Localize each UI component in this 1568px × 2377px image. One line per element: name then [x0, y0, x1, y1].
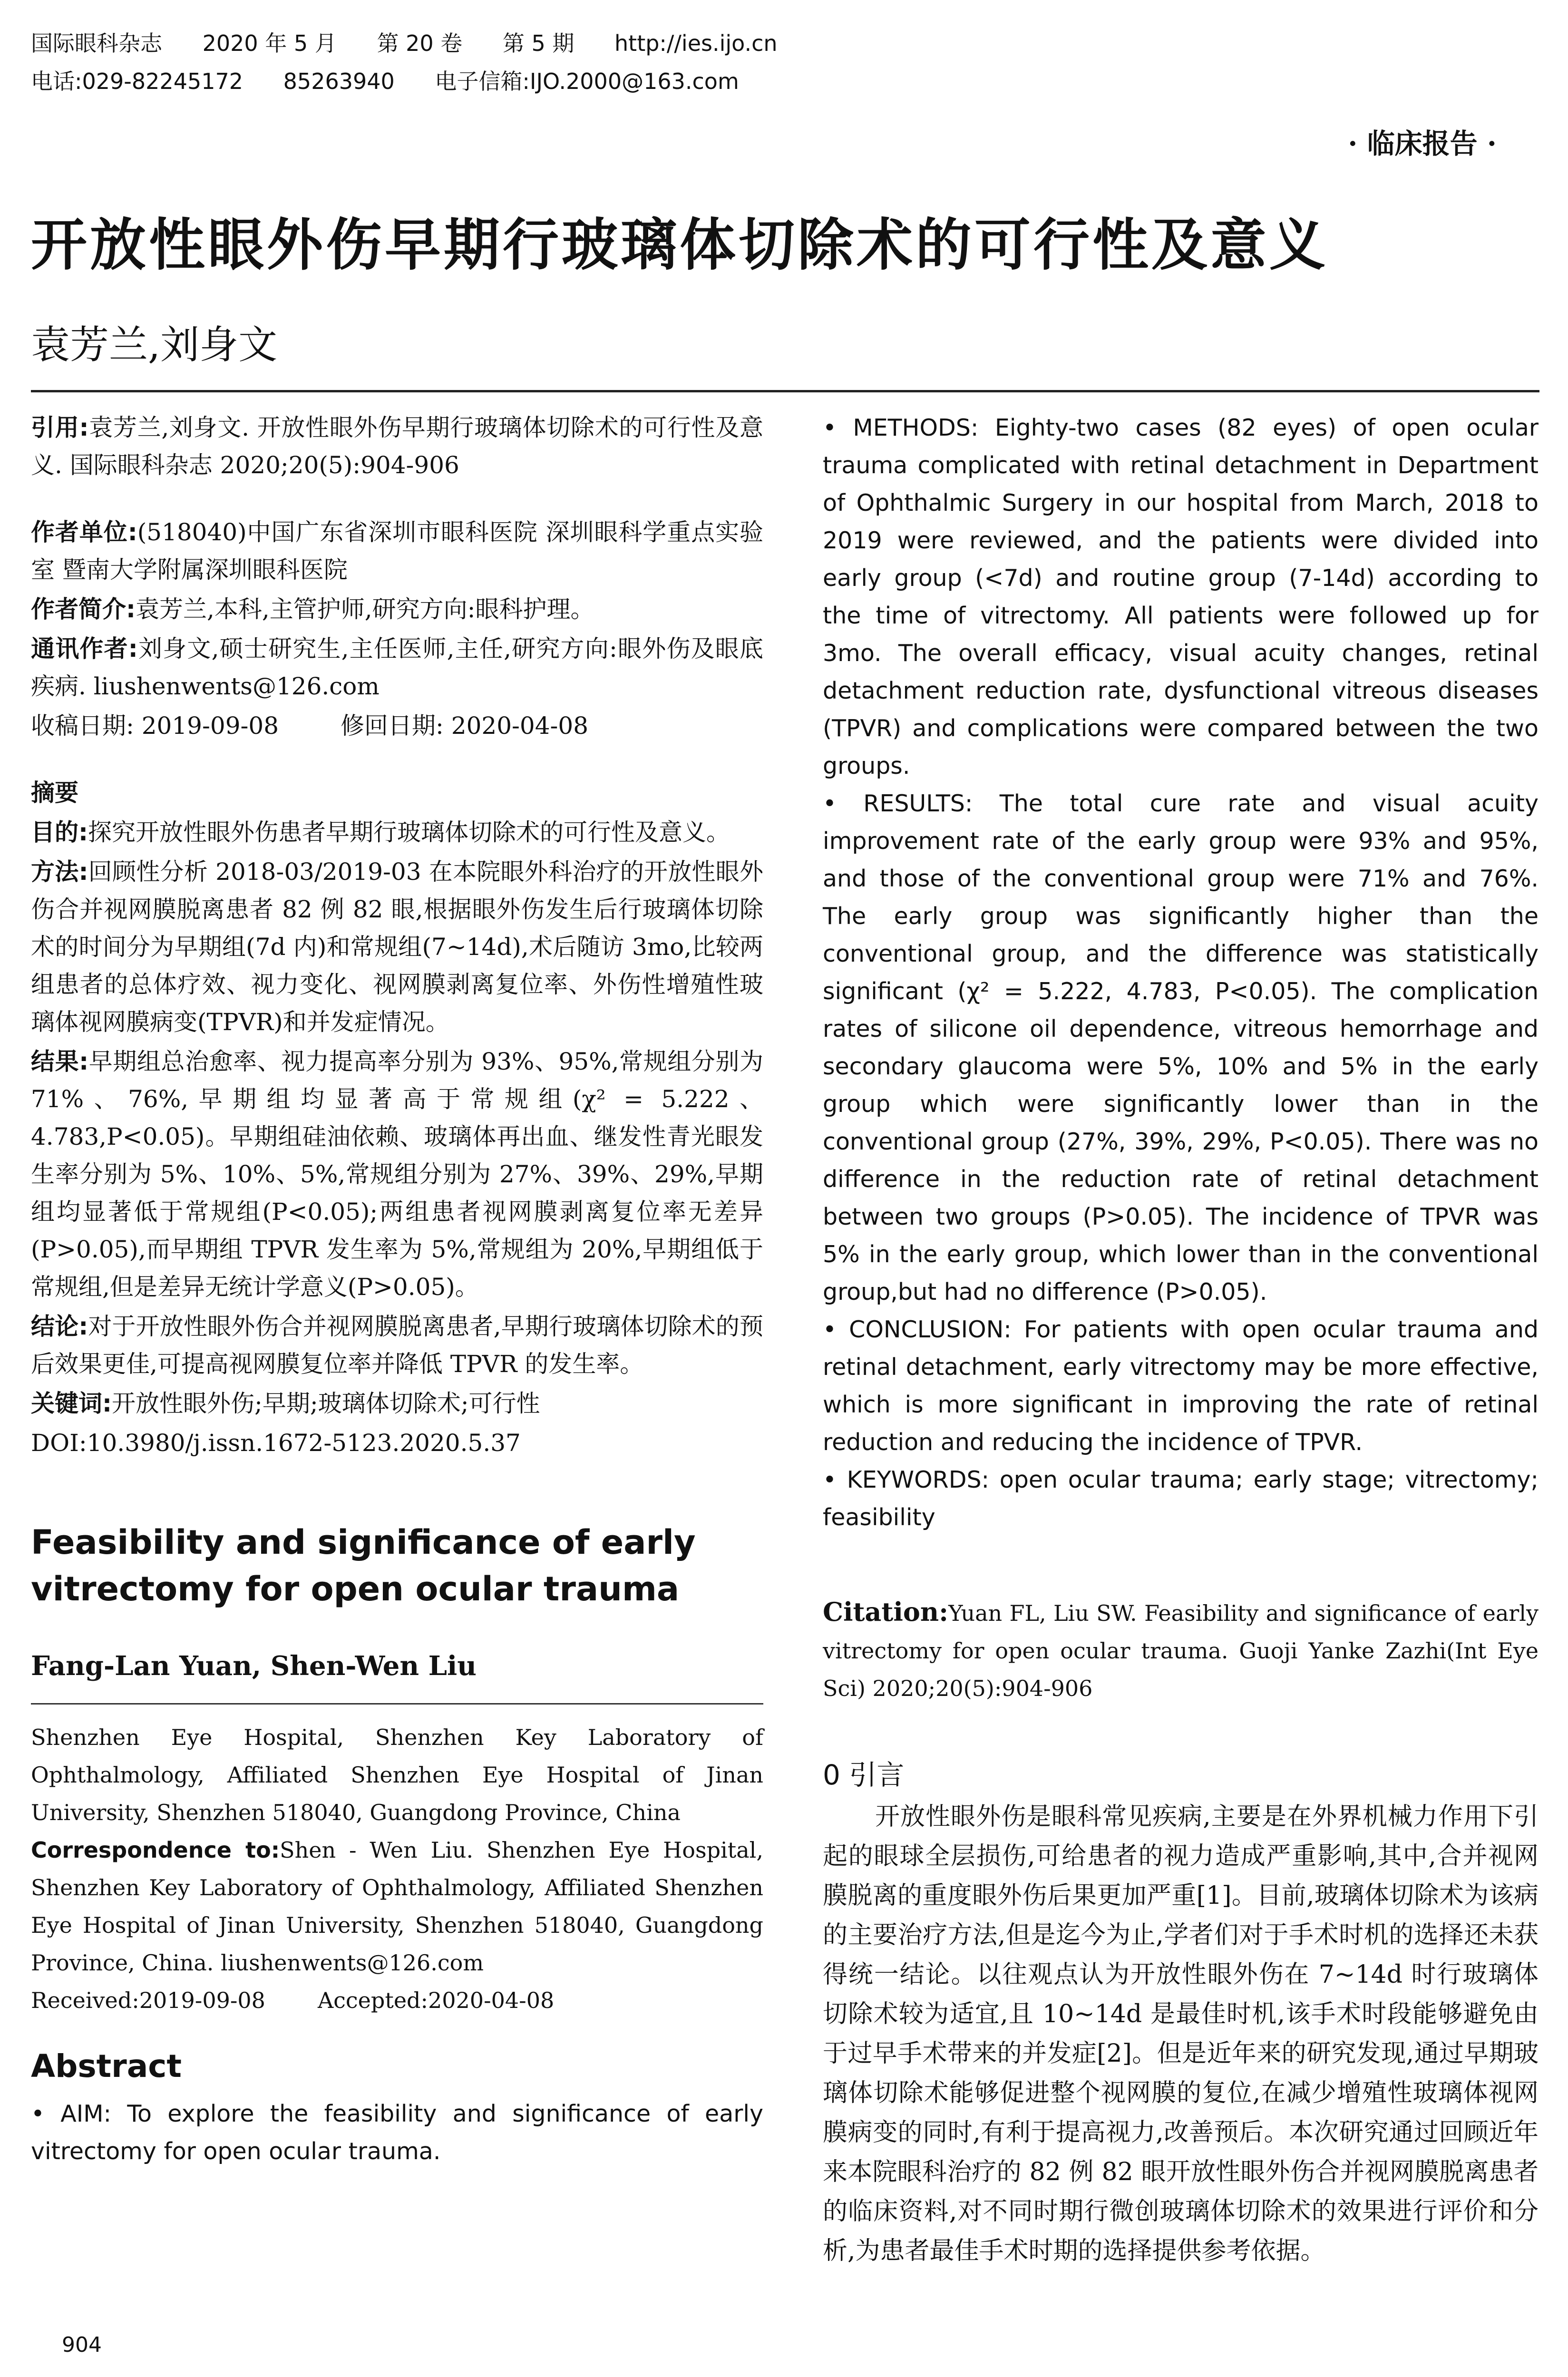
english-title: Feasibility and significance of early vitrectomy for open ocular trauma — [31, 1523, 696, 1608]
phone-2: 85263940 — [283, 68, 395, 94]
intro-body: 开放性眼外伤是眼科常见疾病,主要是在外界机械力作用下引起的眼球全层损伤,可给患者的视力造成严重影响,其中,合并视网膜脱离的重度眼外伤后果更加严重[1]。目前,玻璃体切除术为该病的主要治疗方法,但是迄今为止,学者们对于手术时机的选择还未获得统一结论。以往观点认为开放性眼外伤在 7~14d 时行玻璃体切除术较为适宜,且 10~14d 是最佳时机,该手术时段能够避免由于过早手术带来的并发症[2]。但是近年来的研究发现,通过早期玻璃体切除术能够促进整个视网膜的复位,在减少增殖性玻璃体视网膜病变的同时,有利于提高视力,改善预后。本次研究通过回顾近年来本院眼科治疗的 82 例 82 眼开放性眼外伤合并视网膜脱离患者的临床资料,对不同时期行微创玻璃体切除术的效果进行评价和分析,为患者最佳手术时期的选择提供参考依据。 — [823, 1802, 1539, 2265]
citation-en: Citation:Yuan FL, Liu SW. Feasibility and significance of early vitrectomy for open ocular trauma. Guoji Yanke Zazhi(Int Eye Sci) 2020;20(5):904-906 — [823, 1597, 1539, 1701]
volume: 第 20 卷 — [377, 30, 463, 56]
left-column — [31, 409, 763, 2170]
results-en: • RESULTS: The total cure rate and visual acuity improvement rate of the early group were 93% and 95%, and those of the conventional group were 71% and 76%. The early group was significantly higher than the conventional group, and the difference was statistically significant (χ² = 5.222, 4.783, P<0.05). The complication rates of silicone oil dependence, vitreous hemorrhage and secondary glaucoma were 5%, 10% and 5% in the early group which were significantly lower than in the conventional group (27%, 39%, 29%, P<0.05). There was no difference in the reduction rate of retinal detachment between two groups (P>0.05). The incidence of TPVR was 5% in the early group, which lower than in the conventional group,but had no difference (P>0.05). — [823, 790, 1539, 1305]
journal-name: 国际眼科杂志 — [31, 30, 162, 56]
issue-number: 第 5 期 — [502, 30, 575, 56]
right-column — [823, 409, 1539, 2271]
intro-heading: 0 引言 — [823, 1759, 905, 1791]
abstract-en-title: Abstract — [31, 2048, 182, 2085]
page-title: 开放性眼外伤早期行玻璃体切除术的可行性及意义 — [31, 212, 1329, 278]
phone: 电话:029-82245172 — [31, 68, 243, 94]
authors-cn: 袁芳兰,刘身文 — [31, 322, 278, 368]
methods-en: • METHODS: Eighty-two cases (82 eyes) of open ocular trauma complicated with retinal detachment in Department of Ophthalmic Surgery in our hospital from March, 2018 to 2019 were reviewed, and the patients were divided into early group (<7d) and routine group (7-14d) according to the time of vitrectomy. All patients were followed up for 3mo. The overall efficacy, visual acuity changes, retinal detachment reduction rate, dysfunctional vitreous diseases (TPVR) and complications were compared between the two groups. — [823, 414, 1539, 779]
website-link[interactable]: http://ies.ijo.cn — [614, 30, 778, 56]
journal-contact — [31, 64, 772, 96]
doi: DOI:10.3980/j.issn.1672-5123.2020.5.37 — [31, 1429, 521, 1457]
english-correspondence: Correspondence to:Shen - Wen Liu. Shenzhen Eye Hospital, Shenzhen Key Laboratory of Ophthalmology, Affiliated Shenzhen Eye Hospital of Jinan University, Shenzhen 518040, Guangdong Province, China. liushenwents@126.com — [31, 1837, 764, 1976]
methods-cn: 方法:回顾性分析 2018-03/2019-03 在本院眼外科治疗的开放性眼外伤合并视网膜脱离患者 82 例 82 眼,根据眼外伤发生后行玻璃体切除术的时间分为早期组(7d 内)和常规组(7~14d),术后随访 3mo,比较两组患者的总体疗效、视力变化、视网膜剥离复位率、外伤性增殖性玻璃体视网膜病变(TPVR)和并发症情况。 — [31, 858, 763, 1036]
aim-cn: 目的:探究开放性眼外伤患者早期行玻璃体切除术的可行性及意义。 — [31, 818, 730, 846]
english-dates: Received:2019-09-08 Accepted:2020-04-08 — [31, 1987, 555, 2013]
authors-divider — [31, 1703, 763, 1705]
aim-en: • AIM: To explore the feasibility and significance of early vitrectomy for open ocular trauma. — [31, 2100, 763, 2165]
received-dates: 收稿日期: 2019-09-08 修回日期: 2020-04-08 — [31, 712, 589, 740]
section-label: · 临床报告 · — [1348, 127, 1497, 160]
keywords-cn: 关键词:开放性眼外伤;早期;玻璃体切除术;可行性 — [31, 1390, 540, 1417]
english-affiliation: Shenzhen Eye Hospital, Shenzhen Key Laboratory of Ophthalmology, Affiliated Shenzhen Eye Hospital of Jinan University, Shenzhen 518040, Guangdong Province, China — [31, 1724, 763, 1825]
journal-header — [31, 26, 811, 58]
email-link[interactable]: 电子信箱:IJO.2000@163.com — [435, 68, 739, 94]
english-authors: Fang-Lan Yuan, Shen-Wen Liu — [31, 1650, 477, 1682]
page-number: 904 — [62, 2333, 102, 2357]
conclusion-cn: 结论:对于开放性眼外伤合并视网膜脱离患者,早期行玻璃体切除术的预后效果更佳,可提高视网膜复位率并降低 TPVR 的发生率。 — [31, 1313, 763, 1378]
citation-cn: 引用:袁芳兰,刘身文. 开放性眼外伤早期行玻璃体切除术的可行性及意义. 国际眼科杂志 2020;20(5):904-906 — [31, 414, 763, 479]
issue-date: 2020 年 5 月 — [202, 30, 337, 56]
affiliation-cn: 作者单位:(518040)中国广东省深圳市眼科医院 深圳眼科学重点实验室 暨南大学附属深圳眼科医院 — [31, 518, 764, 584]
results-cn: 结果:早期组总治愈率、视力提高率分别为 93%、95%,常规组分别为 71%、76%,早期组均显著高于常规组(χ² = 5.222、4.783,P<0.05)。早期组硅油依赖、玻璃体再出血、继发性青光眼发生率分别为 5%、10%、5%,常规组分别为 27%、39%、29%,早期组均显著低于常规组(P<0.05);两组患者视网膜剥离复位率无差异(P>0.05),而早期组 TPVR 发生率为 5%,常规组为 20%,早期组低于常规组,但是差异无统计学意义(P>0.05)。 — [31, 1048, 763, 1301]
keywords-en: • KEYWORDS: open ocular trauma; early stage; vitrectomy; feasibility — [823, 1466, 1539, 1531]
author-bio: 作者简介:袁芳兰,本科,主管护师,研究方向:眼科护理。 — [31, 595, 594, 623]
title-divider — [31, 390, 1539, 392]
conclusion-en: • CONCLUSION: For patients with open ocular trauma and retinal detachment, early vitrectomy may be more effective, which is more significant in improving the rate of retinal reduction and reducing the incidence of TPVR. — [823, 1316, 1539, 1456]
abstract-cn-title: 摘要 — [31, 779, 78, 807]
corresponding-author: 通讯作者:刘身文,硕士研究生,主任医师,主任,研究方向:眼外伤及眼底疾病. liushenwents@126.com — [31, 635, 763, 700]
